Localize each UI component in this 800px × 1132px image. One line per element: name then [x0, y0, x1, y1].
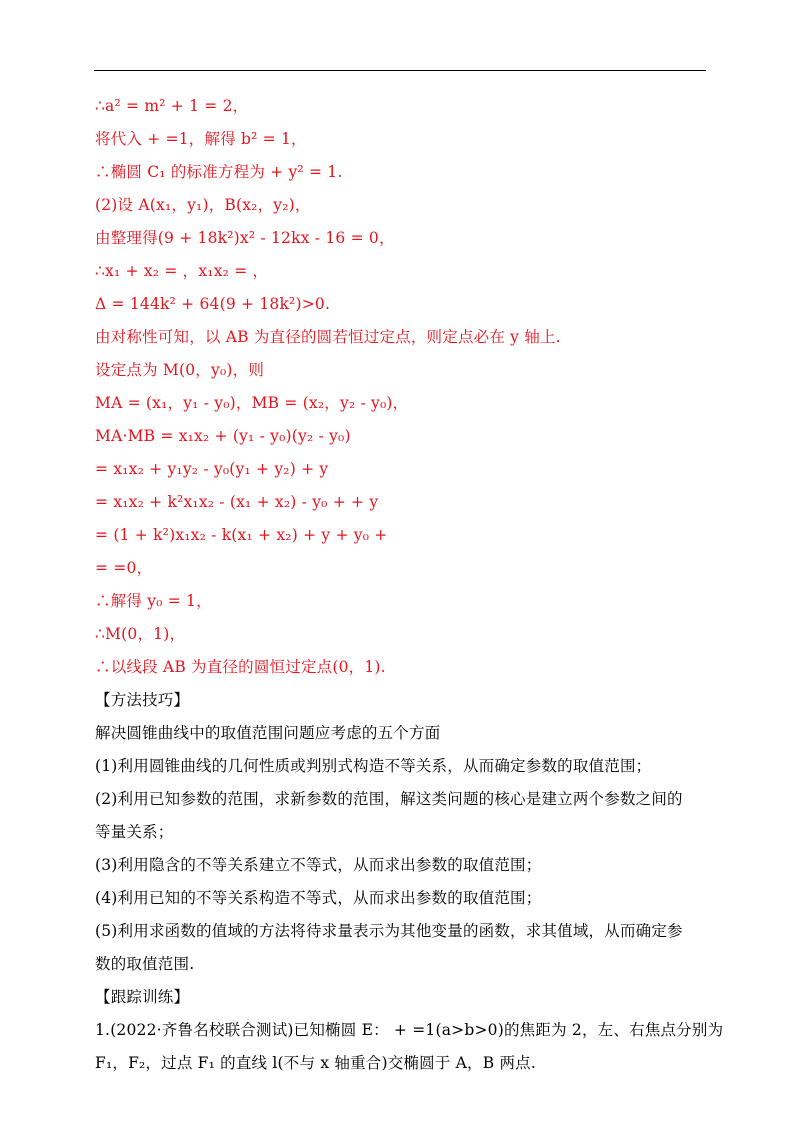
solution-line: ∴M(0，1)， — [95, 625, 186, 643]
solution-line: Δ = 144k² + 64(9 + 18k²)>0. — [95, 295, 331, 313]
training-line: 1.(2022·齐鲁名校联合测试)已知椭圆 E： + =1(a>b>0)的焦距为 2，左、右焦点分别为 — [95, 1021, 724, 1039]
training-section — [95, 981, 724, 1080]
method-heading: 【方法技巧】 — [95, 691, 190, 709]
method-intro: 解决圆锥曲线中的取值范围问题应考虑的五个方面 — [95, 724, 441, 742]
solution-line: 将代入 + =1，解得 b² = 1， — [95, 130, 307, 148]
solution-line: 由整理得(9 + 18k²)x² - 12kx - 16 = 0， — [95, 229, 395, 247]
solution-line: = (1 + k²)x₁x₂ - k(x₁ + x₂) + y + y₀ + — [95, 526, 388, 544]
method-item: (4)利用已知的不等关系构造不等式，从而求出参数的取值范围； — [95, 889, 542, 907]
training-line: F₁，F₂，过点 F₁ 的直线 l(不与 x 轴重合)交椭圆于 A，B 两点. — [95, 1054, 536, 1072]
method-item: (1)利用圆锥曲线的几何性质或判别式构造不等关系，从而确定参数的取值范围； — [95, 757, 652, 775]
solution-line: = x₁x₂ + k²x₁x₂ - (x₁ + x₂) - y₀ + + y — [95, 493, 379, 511]
method-item: (3)利用隐含的不等关系建立不等式，从而求出参数的取值范围； — [95, 856, 542, 874]
solution-line: = x₁x₂ + y₁y₂ - y₀(y₁ + y₂) + y — [95, 460, 329, 478]
solution-line: MA·MB = x₁x₂ + (y₁ - y₀)(y₂ - y₀) — [95, 427, 351, 445]
solution-line: = =0， — [95, 559, 153, 577]
solution-line: 由对称性可知，以 AB 为直径的圆若恒过定点，则定点必在 y 轴上. — [95, 328, 561, 346]
header-rule — [94, 70, 706, 71]
solution-line: ∴以线段 AB 为直径的圆恒过定点(0，1). — [95, 658, 386, 676]
training-heading: 【跟踪训练】 — [95, 988, 190, 1006]
solution-line: (2)设 A(x₁，y₁)，B(x₂，y₂)， — [95, 196, 311, 214]
method-section — [95, 684, 707, 981]
method-item: (5)利用求函数的值域的方法将待求量表示为其他变量的函数，求其值域，从而确定参 — [95, 922, 683, 940]
solution-line: 设定点为 M(0，y₀)，则 — [95, 361, 265, 379]
page-content — [95, 90, 724, 1080]
method-item: 数的取值范围. — [95, 955, 195, 973]
method-item: (2)利用已知参数的范围，求新参数的范围，解这类问题的核心是建立两个参数之间的 — [95, 790, 683, 808]
solution-line: ∴x₁ + x₂ = ，x₁x₂ = ， — [95, 262, 269, 280]
solution-block — [95, 90, 707, 684]
solution-line: ∴a² = m² + 1 = 2， — [95, 97, 249, 115]
solution-line: MA = (x₁，y₁ - y₀)，MB = (x₂，y₂ - y₀)， — [95, 394, 409, 412]
solution-line: ∴解得 y₀ = 1， — [95, 592, 212, 610]
method-item: 等量关系； — [95, 823, 174, 841]
solution-line: ∴椭圆 C₁ 的标准方程为 + y² = 1. — [95, 163, 343, 181]
